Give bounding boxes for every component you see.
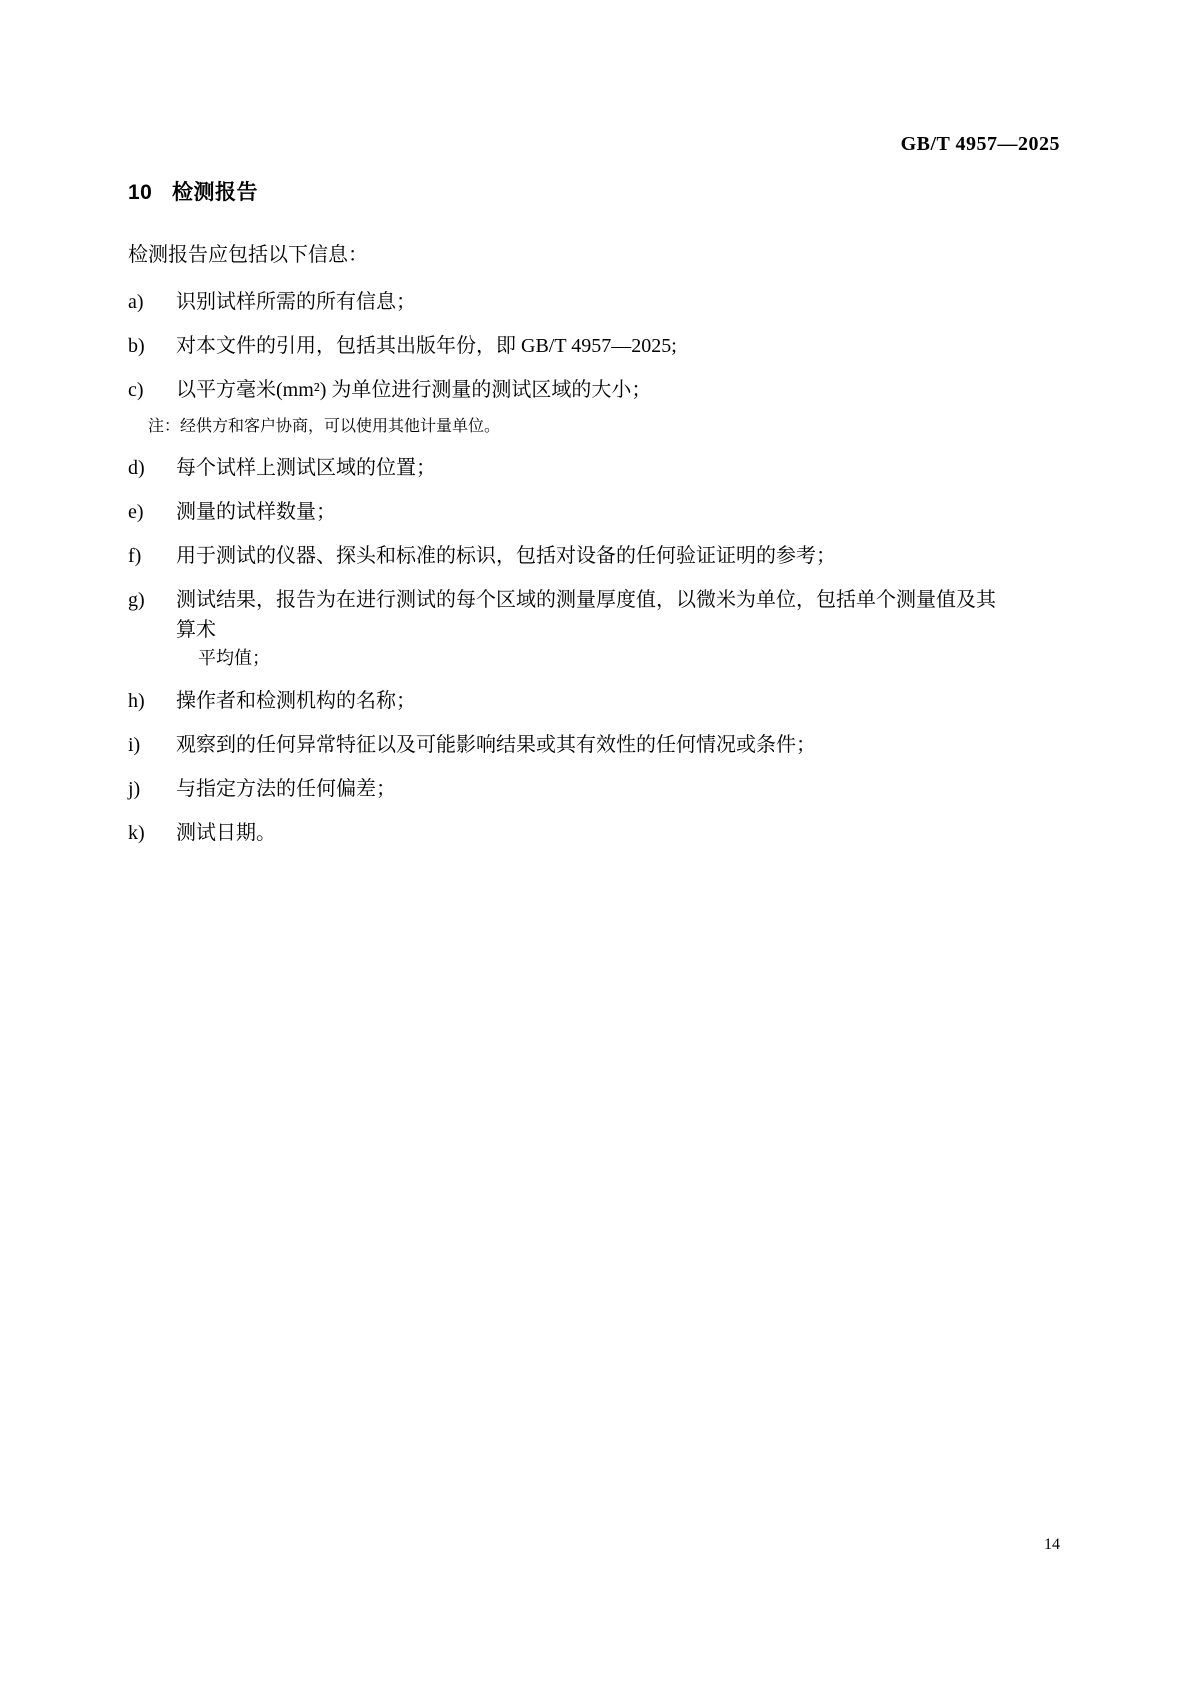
list-item-marker: i) xyxy=(128,734,141,756)
clause-number: 10 xyxy=(128,181,153,204)
list-item-continuation: 平均值； xyxy=(198,648,270,668)
list-item-text: 对本文件的引用，包括其出版年份，即 GB/T 4957—2025; xyxy=(176,335,677,357)
list-item xyxy=(128,686,1008,716)
list-item xyxy=(128,774,1008,804)
list-item-text: 测试结果，报告为在进行测试的每个区域的测量厚度值，以微米为单位，包括单个测量值及其算术 xyxy=(176,589,996,641)
list-item-marker: k) xyxy=(128,822,145,844)
lead-paragraph: 检测报告应包括以下信息： xyxy=(128,244,368,266)
list-item-text: 操作者和检测机构的名称； xyxy=(176,690,416,712)
list-item-text: 每个试样上测试区域的位置； xyxy=(176,457,436,479)
list-item-text: 测试日期。 xyxy=(176,822,276,844)
list-item-marker: b) xyxy=(128,335,145,357)
list-item-text: 以平方毫米(mm²) 为单位进行测量的测试区域的大小； xyxy=(176,379,652,401)
requirements-list xyxy=(128,287,1008,848)
list-item-text: 用于测试的仪器、探头和标准的标识，包括对设备的任何验证证明的参考； xyxy=(176,545,836,567)
list-item-marker: g) xyxy=(128,589,145,611)
list-item-marker: h) xyxy=(128,690,145,712)
list-item-marker: d) xyxy=(128,457,145,479)
list-item xyxy=(128,453,1008,483)
list-item xyxy=(128,541,1008,571)
list-item-text: 识别试样所需的所有信息； xyxy=(176,291,416,313)
list-item xyxy=(128,331,1008,361)
list-item xyxy=(128,497,1008,527)
clause-heading xyxy=(128,176,1008,206)
page-content xyxy=(128,176,1008,862)
note-text: 注：经供方和客户协商，可以使用其他计量单位。 xyxy=(148,418,501,435)
page-header-standard-id: GB/T 4957—2025 xyxy=(900,133,1060,155)
list-item-marker: c) xyxy=(128,379,144,401)
list-item-text: 观察到的任何异常特征以及可能影响结果或其有效性的任何情况或条件； xyxy=(176,734,816,756)
list-item xyxy=(128,287,1008,317)
list-item-text: 与指定方法的任何偏差； xyxy=(176,778,396,800)
list-item-marker: e) xyxy=(128,501,144,523)
list-item-marker: j) xyxy=(128,778,141,800)
list-item xyxy=(128,730,1008,760)
list-item-text: 测量的试样数量； xyxy=(176,501,336,523)
page-number: 14 xyxy=(1044,1536,1060,1553)
list-item xyxy=(128,818,1008,848)
list-item xyxy=(128,585,1008,672)
list-item-marker: a) xyxy=(128,291,144,313)
list-item xyxy=(128,375,1008,405)
clause-title-text: 检测报告 xyxy=(172,181,258,204)
list-item-marker: f) xyxy=(128,545,142,567)
